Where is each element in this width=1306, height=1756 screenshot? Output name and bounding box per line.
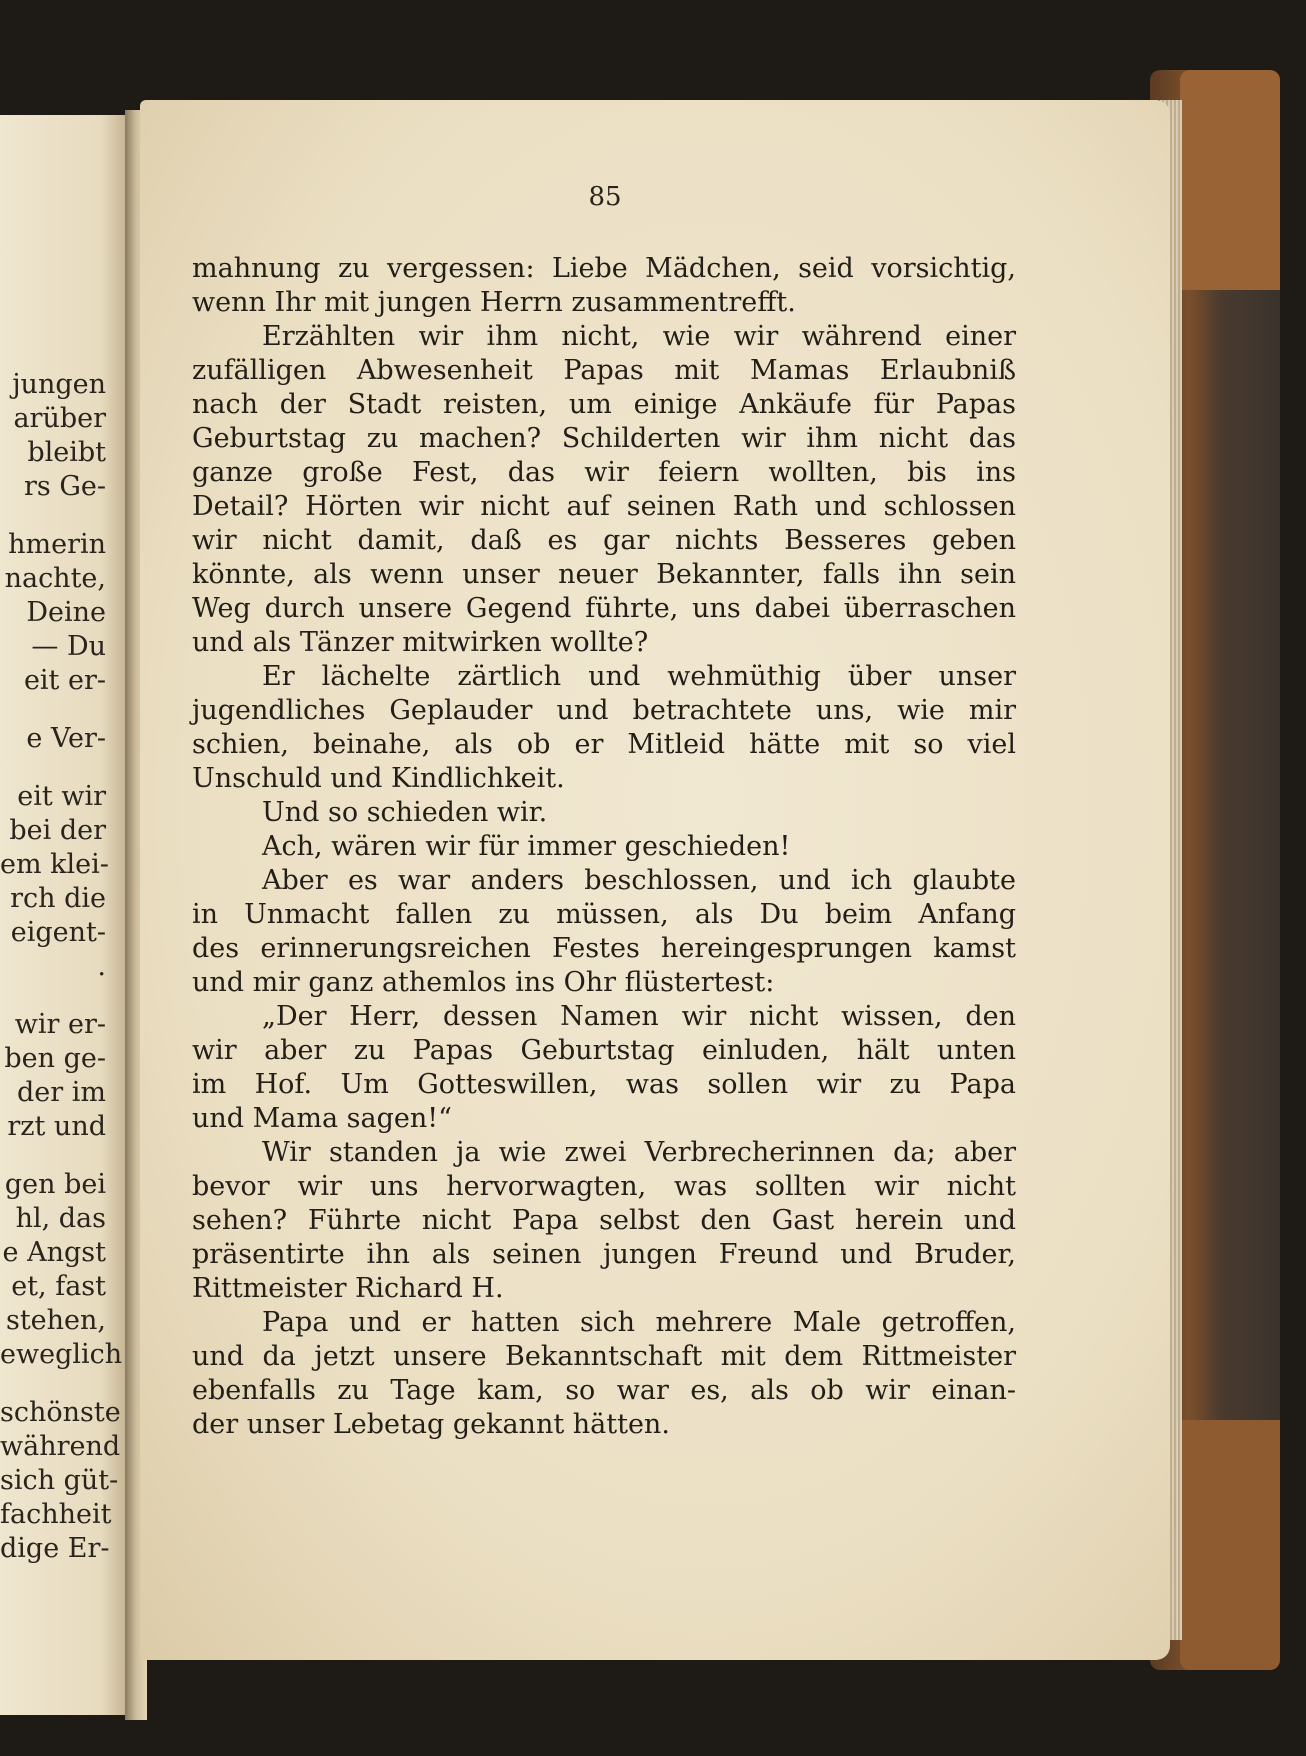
text-line: jugendliches Geplauder und betrachtete uns, wie mir xyxy=(192,695,1016,726)
left-text-fragment: arüber xyxy=(13,403,106,434)
text-line: und als Tänzer mitwirken wollte? xyxy=(192,627,649,658)
text-line: könnte, als wenn unser neuer Bekannter, falls ihn sein xyxy=(192,559,1016,590)
text-line: Aber es war anders beschlossen, und ich glaubte xyxy=(262,865,1016,896)
left-text-fragment: et, fast xyxy=(11,1271,106,1302)
left-text-fragment: e Angst xyxy=(2,1237,106,1268)
page-body-text xyxy=(192,252,1016,1442)
text-line: wir nicht damit, daß es gar nichts Besseres geben xyxy=(192,525,1016,556)
paragraph-gap xyxy=(0,1144,106,1168)
text-line: Ach, wären wir für immer geschieden! xyxy=(262,831,791,862)
left-page-text xyxy=(0,368,123,1566)
text-line: Wir standen ja wie zwei Verbrecherinnen da; aber xyxy=(262,1137,1016,1168)
left-text-fragment: eit wir xyxy=(17,781,106,812)
left-text-fragment: rch die xyxy=(10,883,106,914)
text-line: Er lächelte zärtlich und wehmüthig über unser xyxy=(262,661,1016,692)
text-line: im Hof. Um Gotteswillen, was sollen wir zu Papa xyxy=(192,1069,1016,1100)
text-line: der unser Lebetag gekannt hätten. xyxy=(192,1409,670,1440)
left-text-fragment: während xyxy=(0,1431,121,1462)
page-number: 85 xyxy=(588,182,622,212)
text-line: Weg durch unsere Gegend führte, uns dabei überraschen xyxy=(192,593,1016,624)
left-text-fragment: bleibt xyxy=(27,437,106,468)
left-text-fragment: dige Er- xyxy=(0,1533,110,1564)
cover-corner-top xyxy=(1180,70,1280,290)
text-line: wenn Ihr mit jungen Herrn zusammentrefft. xyxy=(192,287,796,318)
paragraph-gap xyxy=(0,756,106,780)
text-line: und da jetzt unsere Bekanntschaft mit dem Rittmeister xyxy=(192,1341,1016,1372)
text-line: Detail? Hörten wir nicht auf seinen Rath und schlossen xyxy=(192,491,1016,522)
text-line: präsentirte ihn als seinen jungen Freund und Bruder, xyxy=(192,1239,1016,1270)
text-line: Unschuld und Kindlichkeit. xyxy=(192,763,565,794)
left-text-fragment: ben ge- xyxy=(4,1043,106,1074)
text-line: ganze große Fest, das wir feiern wollten, bis ins xyxy=(192,457,1016,488)
paragraph-gap xyxy=(0,698,106,722)
left-text-fragment: e Ver- xyxy=(26,723,106,754)
text-line: wir aber zu Papas Geburtstag einluden, hält unten xyxy=(192,1035,1016,1066)
left-text-fragment: em klei- xyxy=(0,849,109,880)
text-line: Und so schieden wir. xyxy=(262,797,548,828)
left-text-fragment: bei der xyxy=(9,815,106,846)
text-line: und Mama sagen!“ xyxy=(192,1103,452,1134)
text-line: bevor wir uns hervorwagten, was sollten wir nicht xyxy=(192,1171,1016,1202)
paragraph-gap xyxy=(0,984,106,1008)
text-line: nach der Stadt reisten, um einige Ankäufe für Papas xyxy=(192,389,1016,420)
text-line: Rittmeister Richard H. xyxy=(192,1273,504,1304)
cover-corner-bottom xyxy=(1180,1420,1280,1670)
left-text-fragment: eweglich xyxy=(0,1339,123,1370)
text-line: „Der Herr, dessen Namen wir nicht wissen, den xyxy=(262,1001,1016,1032)
text-line: Erzählten wir ihm nicht, wie wir während einer xyxy=(262,321,1016,352)
left-text-fragment: der im xyxy=(17,1077,106,1108)
left-text-fragment: hmerin xyxy=(8,529,106,560)
text-line: Papa und er hatten sich mehrere Male getroffen, xyxy=(262,1307,1016,1338)
left-text-fragment: rs Ge- xyxy=(23,471,106,502)
text-line: und mir ganz athemlos ins Ohr flüstertest: xyxy=(192,967,775,998)
left-text-fragment: schönste xyxy=(0,1397,121,1428)
left-page xyxy=(0,115,135,1715)
left-text-fragment: stehen, xyxy=(5,1305,106,1336)
left-text-fragment: eit er- xyxy=(23,665,106,696)
left-text-fragment: sich güt- xyxy=(0,1465,119,1496)
text-line: mahnung zu vergessen: Liebe Mädchen, seid vorsichtig, xyxy=(192,253,1016,284)
text-line: sehen? Führte nicht Papa selbst den Gast herein und xyxy=(192,1205,1016,1236)
left-text-fragment: eigent- xyxy=(10,917,106,948)
left-text-fragment: — Du xyxy=(31,631,106,662)
left-text-fragment: fachheit xyxy=(0,1499,112,1530)
left-text-fragment: hl, das xyxy=(15,1203,106,1234)
left-text-fragment: . xyxy=(97,951,106,982)
text-line: Geburtstag zu machen? Schilderten wir ihm nicht das xyxy=(192,423,1016,454)
left-text-fragment: jungen xyxy=(12,369,106,400)
left-text-fragment: nachte, xyxy=(4,563,106,594)
left-text-fragment: wir er- xyxy=(14,1009,106,1040)
text-line: des erinnerungsreichen Festes hereingesprungen kamst xyxy=(192,933,1016,964)
left-text-fragment: rzt und xyxy=(7,1111,106,1142)
text-line: schien, beinahe, als ob er Mitleid hätte mit so viel xyxy=(192,729,1016,760)
left-text-fragment: Deine xyxy=(26,597,106,628)
left-text-fragment: gen bei xyxy=(4,1169,106,1200)
text-line: in Unmacht fallen zu müssen, als Du beim Anfang xyxy=(192,899,1016,930)
text-line: zufälligen Abwesenheit Papas mit Mamas Erlaubniß xyxy=(192,355,1016,386)
paragraph-gap xyxy=(0,504,106,528)
paragraph-gap xyxy=(0,1372,106,1396)
text-line: ebenfalls zu Tage kam, so war es, als ob wir einan- xyxy=(192,1375,1016,1406)
